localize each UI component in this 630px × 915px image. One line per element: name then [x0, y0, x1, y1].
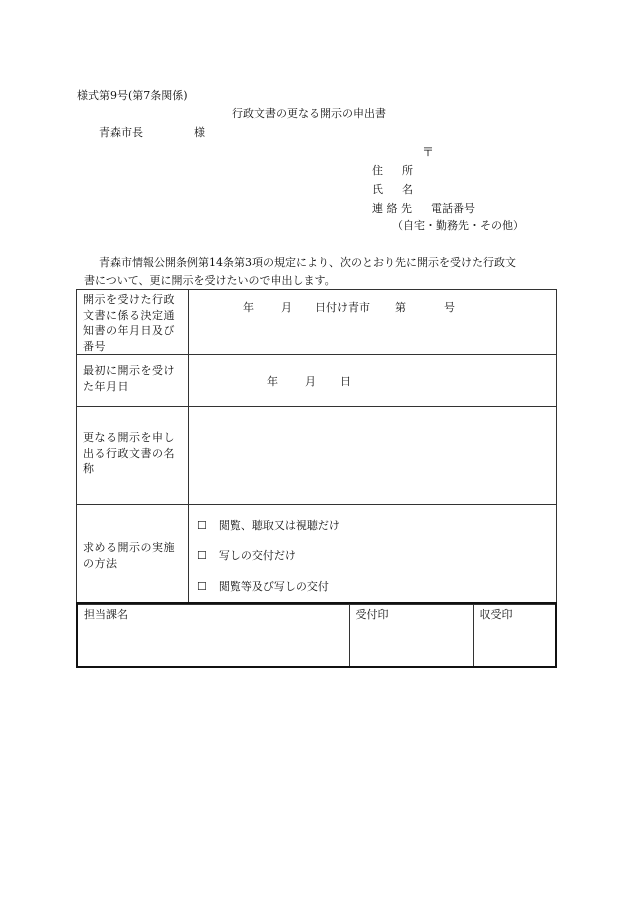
decision-year: 年 [243, 301, 254, 314]
decision-dated-text: 日付け青市 [315, 301, 370, 314]
document-name-value[interactable] [189, 407, 557, 505]
first-disclosure-year: 年 [267, 375, 278, 388]
first-disclosure-day: 日 [340, 375, 351, 388]
option-view-and-copy[interactable] [197, 578, 329, 594]
option-copy-only[interactable] [197, 547, 296, 563]
option-label: 閲覧等及び写しの交付 [218, 580, 329, 593]
form-number: 様式第9号(第7条関係) [77, 89, 188, 102]
address-label: 住 所 [372, 164, 417, 177]
request-table [76, 289, 557, 605]
phone-options: （自宅・勤務先・その他） [392, 219, 524, 232]
checkbox-icon[interactable]: ☐ [197, 549, 207, 562]
table-row-first-disclosure-date [77, 355, 557, 407]
staff-section-label: 担当課名 [77, 603, 349, 667]
decision-notice-value[interactable] [189, 290, 557, 355]
first-disclosure-month: 月 [305, 375, 316, 388]
form-title: 行政文書の更なる開示の申出書 [232, 107, 386, 120]
first-disclosure-value[interactable] [189, 355, 557, 407]
first-disclosure-label: 最初に開示を受けた年月日 [77, 355, 189, 407]
decision-gou: 号 [444, 301, 455, 314]
checkbox-icon[interactable]: ☐ [197, 580, 207, 593]
postal-mark: 〒 [422, 145, 435, 159]
decision-month: 月 [281, 301, 292, 314]
decision-dai: 第 [395, 301, 406, 314]
option-label: 写しの交付だけ [218, 549, 296, 562]
document-name-label: 更なる開示を申し出る行政文書の名称 [77, 407, 189, 505]
disclosure-method-label: 求める開示の実施の方法 [77, 505, 189, 605]
table-row-disclosure-method [77, 505, 557, 605]
option-view-only[interactable] [197, 517, 340, 533]
checkbox-icon[interactable]: ☐ [197, 519, 207, 532]
disclosure-method-options [189, 505, 557, 605]
office-use-table [76, 602, 557, 668]
received-stamp-label: 受付印 [349, 603, 473, 667]
name-label: 氏 名 [372, 183, 417, 196]
contact-label: 連 絡 先 [372, 202, 412, 215]
honorific: 様 [194, 126, 205, 139]
body-text-line1: 青森市情報公開条例第14条第3項の規定により、次のとおり先に開示を受けた行政文 [99, 256, 516, 269]
phone-label: 電話番号 [431, 202, 475, 215]
table-row-document-name [77, 407, 557, 505]
addressee: 青森市長 [99, 126, 143, 139]
body-text-line2: 書について、更に開示を受けたいので申出します。 [84, 274, 336, 287]
decision-notice-label: 開示を受けた行政文書に係る決定通知書の年月日及び番号 [77, 290, 189, 355]
table-row-decision-notice [77, 290, 557, 355]
receipt-stamp-label: 収受印 [473, 603, 556, 667]
option-label: 閲覧、聴取又は視聴だけ [218, 519, 340, 532]
